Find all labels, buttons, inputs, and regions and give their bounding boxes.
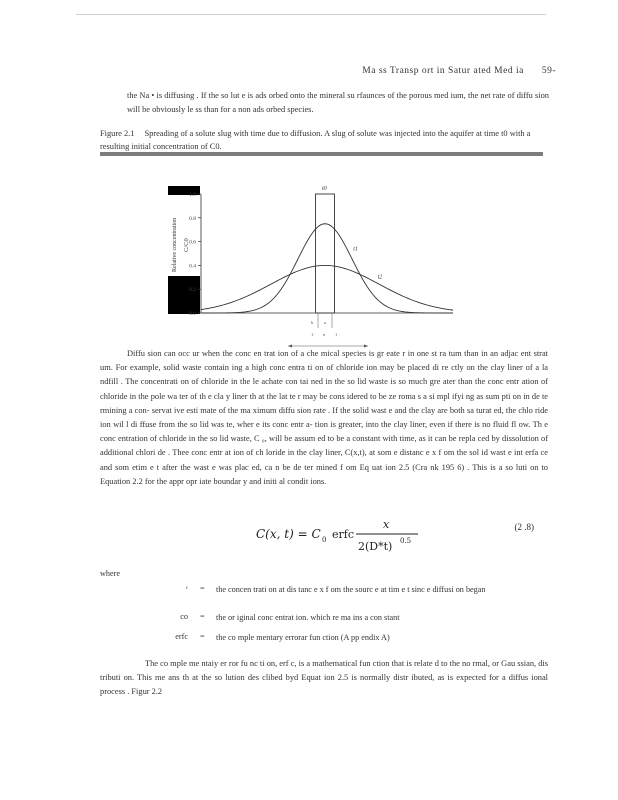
y-tick-label: 0.8 <box>189 215 196 222</box>
running-header <box>362 66 556 76</box>
page-number: 59- <box>541 66 556 76</box>
y-tick-label: 0.6 <box>189 239 196 246</box>
x-annotation-4: n <box>323 332 326 337</box>
running-title: Ma ss Transp ort in Satur ated Med ia <box>362 66 524 76</box>
x-annotation-5: 1 · <box>335 332 340 337</box>
closing-text: The co mple me ntaiy er ror fu nc ti on, erf c, is a mathematical fun ction that is relate d to the no rmal, or Gau ssian, dis tributi on. This me ans th at the so lution des clibed byd Equat ion 2.5 is normally distr ibuted, as is expected for a diffus ional process . Figur 2.2 <box>100 659 548 697</box>
body-text: Diffu sion can occ ur when the conc en trat ion of a che mical species is gr eate r in one st ra tum than in an adjac ent strat um. For example, solid waste contain ing a high conc entra ti on of chloride ion may be placed di re ctly on the clay liner of a la ndfill . The concentrati on of chloride in the le achate con tai ned in the so lid waste is so much gre ater than the conc entr ation of chloride in the pole wa ter of th e cla y liner th at the lat te r may be cons idered to be ze roma s a si mpl ifyi ng as sum pti on in de te rmining a con- servat ive esti mate of the ma ximum diffu sion rate . If the solid wast e and the clay are both sa turat ed, the chlo ride ion wil l di ffuse from the so lid was te, wher e its conc entr a- tion is greater, into the clay liner, even if there is no fluid fl ow. Th e conc entration of chloride in the so lid waste, C ₀, will be assum ed to be a constant with time, as it can be repla ced by dissolution of additional chlori de . Thee conc entr at ion of ch loride in the clay liner, C(x,t), at som e distanc e x f om the sol id wast e int erfa ce and som etim e t after the wast e was plac ed, ca n be de ter mined f om Eq uat ion 2.5 (Cra nk 195 6) . This is a so luti on to Equation 2.2 for the appr opr iate boundar y and initi al condit ions. <box>100 349 548 486</box>
y-axis-inner-label: C/C0 <box>183 238 190 252</box>
y-axis-label: Relative concentration <box>172 217 178 272</box>
top-rule <box>76 14 546 15</box>
figure-caption-text: Spreading of a solute slug with time due to diffusion. A slug of solute was injected into the aquifer at time t0 with a resulting initial concentration of C0. <box>100 129 531 151</box>
y-tick-label: 1.0 <box>189 192 196 198</box>
intro-paragraph <box>127 89 549 117</box>
equation-number: (2 .8) <box>514 522 534 532</box>
equation-numerator: x <box>383 518 390 531</box>
series-label-t1: t1 <box>353 246 358 253</box>
series-curve-t2 <box>201 265 453 310</box>
definition-equals: = <box>200 584 205 593</box>
diffusion-chart <box>168 180 458 350</box>
equation-denominator: 2(D*t) <box>358 540 393 553</box>
x-annotation-1: b <box>311 320 314 325</box>
definition-equals: = <box>200 632 205 641</box>
figure-caption <box>100 127 550 153</box>
definition-symbol: erfc <box>175 632 188 641</box>
equation-exponent: 0.5 <box>400 537 412 545</box>
caption-rule <box>100 152 543 156</box>
closing-paragraph <box>100 657 548 700</box>
definition-text: the co mple mentary errorar fun ction (A pp endix A) <box>216 633 390 642</box>
where-label: where <box>100 569 121 578</box>
equation-2-8 <box>0 510 618 560</box>
figure-label: Figure 2.1 <box>100 129 135 138</box>
series-label-t0: t0 <box>322 186 327 192</box>
series-label-t2: t2 <box>377 274 383 281</box>
y-tick-label: 0.2 <box>189 287 196 294</box>
y-tick-label: 0.0 <box>189 311 196 317</box>
intro-text: the Na • is diffusing . If the so lut e is ads orbed onto the mineral su rfaunces of the porous med ium, the net rate of diffu sion will be obviously le ss than for a non ads orbed species. <box>127 91 549 115</box>
mask-block-bottom <box>168 276 200 314</box>
definition-symbol: ᶜ <box>185 584 188 593</box>
body-paragraph <box>100 347 548 489</box>
definition-equals: = <box>200 612 205 621</box>
x-annotation-2: a <box>324 320 326 325</box>
definition-text: the concen trati on at dis tanc e x f om the sourc e at tim e t sinc e diffusi on began <box>216 585 486 594</box>
equation-lhs: C(x, t) = C <box>256 527 321 541</box>
series-curve-t0 <box>316 194 335 313</box>
equation-lhs-subscript: 0 <box>322 536 327 544</box>
equation-function: erfc <box>332 528 354 541</box>
diffusion-figure <box>168 180 458 355</box>
definition-text: the or iginal conc entrat ion. which re ma ins a con stant <box>216 613 400 622</box>
definition-symbol: co <box>180 612 188 621</box>
y-tick-label: 0.4 <box>189 263 196 270</box>
x-annotation-3: 1· <box>311 332 315 337</box>
